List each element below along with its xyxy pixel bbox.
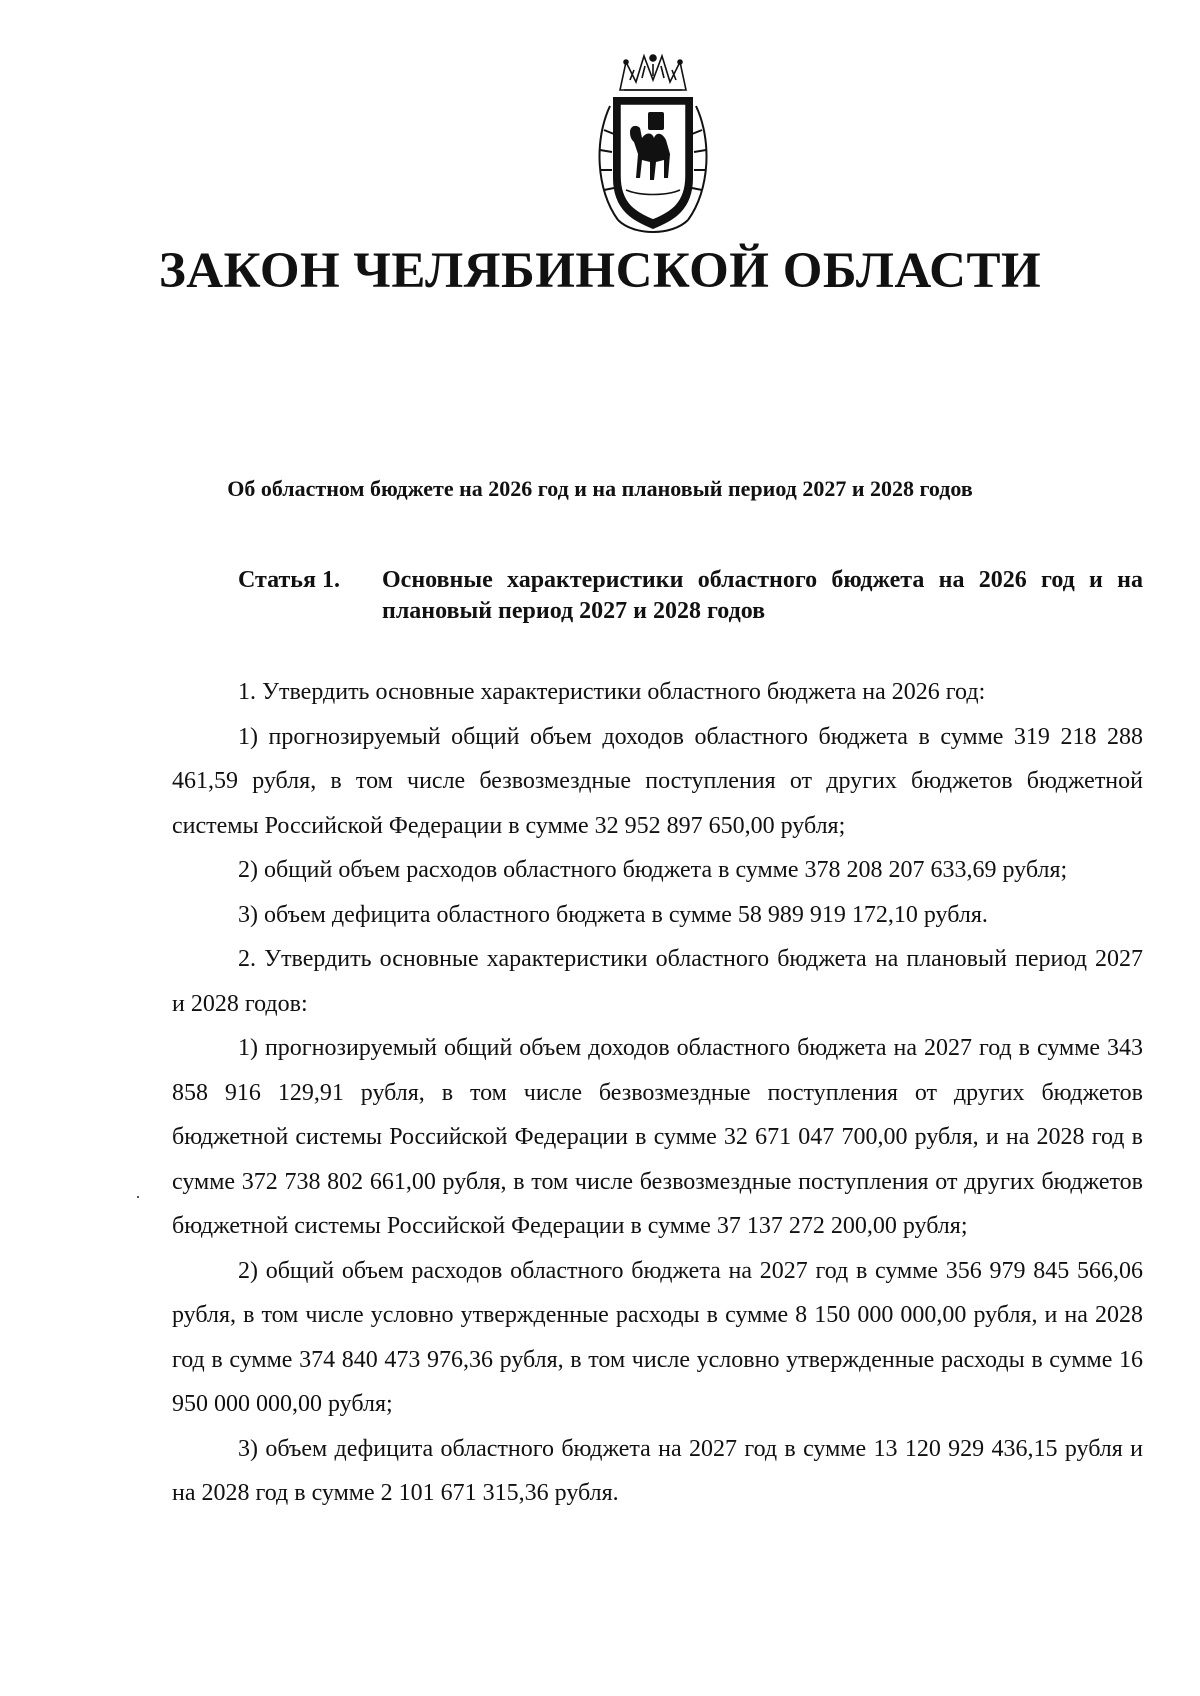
scan-speck [137,1196,139,1198]
paragraph: 2. Утвердить основные характеристики областного бюджета на плановый период 2027 и 2028 годов: [172,946,1143,1017]
article-body [172,670,1143,1516]
paragraph: 3) объем дефицита областного бюджета в сумме 58 989 919 172,10 рубля. [238,901,988,928]
paragraph: 1) прогнозируемый общий объем доходов областного бюджета на 2027 год в сумме 343 858 916 129,91 рубля, в том числе безвозмездные поступления от других бюджетов бюджетной системы Российской Федерации в сумме 32 671 047 700,00 рубля, и на 2028 год в сумме 372 738 802 661,00 рубля, в том числе безвозмездные поступления от других бюджетов бюджетной системы Российской Федерации в сумме 37 137 272 200,00 рубля; [172,1035,1143,1239]
law-subject: Об областном бюджете на 2026 год и на плановый период 2027 и 2028 годов [227,476,973,501]
paragraph: 1. Утвердить основные характеристики областного бюджета на 2026 год: [238,679,986,705]
article-header [238,565,1143,627]
article-number: Статья 1. [238,567,340,593]
article-heading: Основные характеристики областного бюджета на 2026 год и на плановый период 2027 и 2028 годов [382,567,1143,624]
paragraph: 1) прогнозируемый общий объем доходов областного бюджета в сумме 319 218 288 461,59 рубля, в том числе безвозмездные поступления от других бюджетов бюджетной системы Российской Федерации в сумме 32 952 897 650,00 рубля; [172,723,1143,839]
paragraph: 2) общий объем расходов областного бюджета на 2027 год в сумме 356 979 845 566,06 рубля, в том числе условно утвержденные расходы в сумме 8 150 000 000,00 рубля, и на 2028 год в сумме 374 840 473 976,36 рубля, в том числе условно утвержденные расходы в сумме 16 950 000 000,00 рубля; [172,1257,1143,1417]
paragraph: 2) общий объем расходов областного бюджета в сумме 378 208 207 633,69 рубля; [238,857,1068,883]
coat-of-arms-icon [590,50,716,240]
law-title: ЗАКОН ЧЕЛЯБИНСКОЙ ОБЛАСТИ [158,243,1042,299]
paragraph: 3) объем дефицита областного бюджета на 2027 год в сумме 13 120 929 436,15 рубля и на 2028 год в сумме 2 101 671 315,36 рубля. [172,1435,1143,1506]
